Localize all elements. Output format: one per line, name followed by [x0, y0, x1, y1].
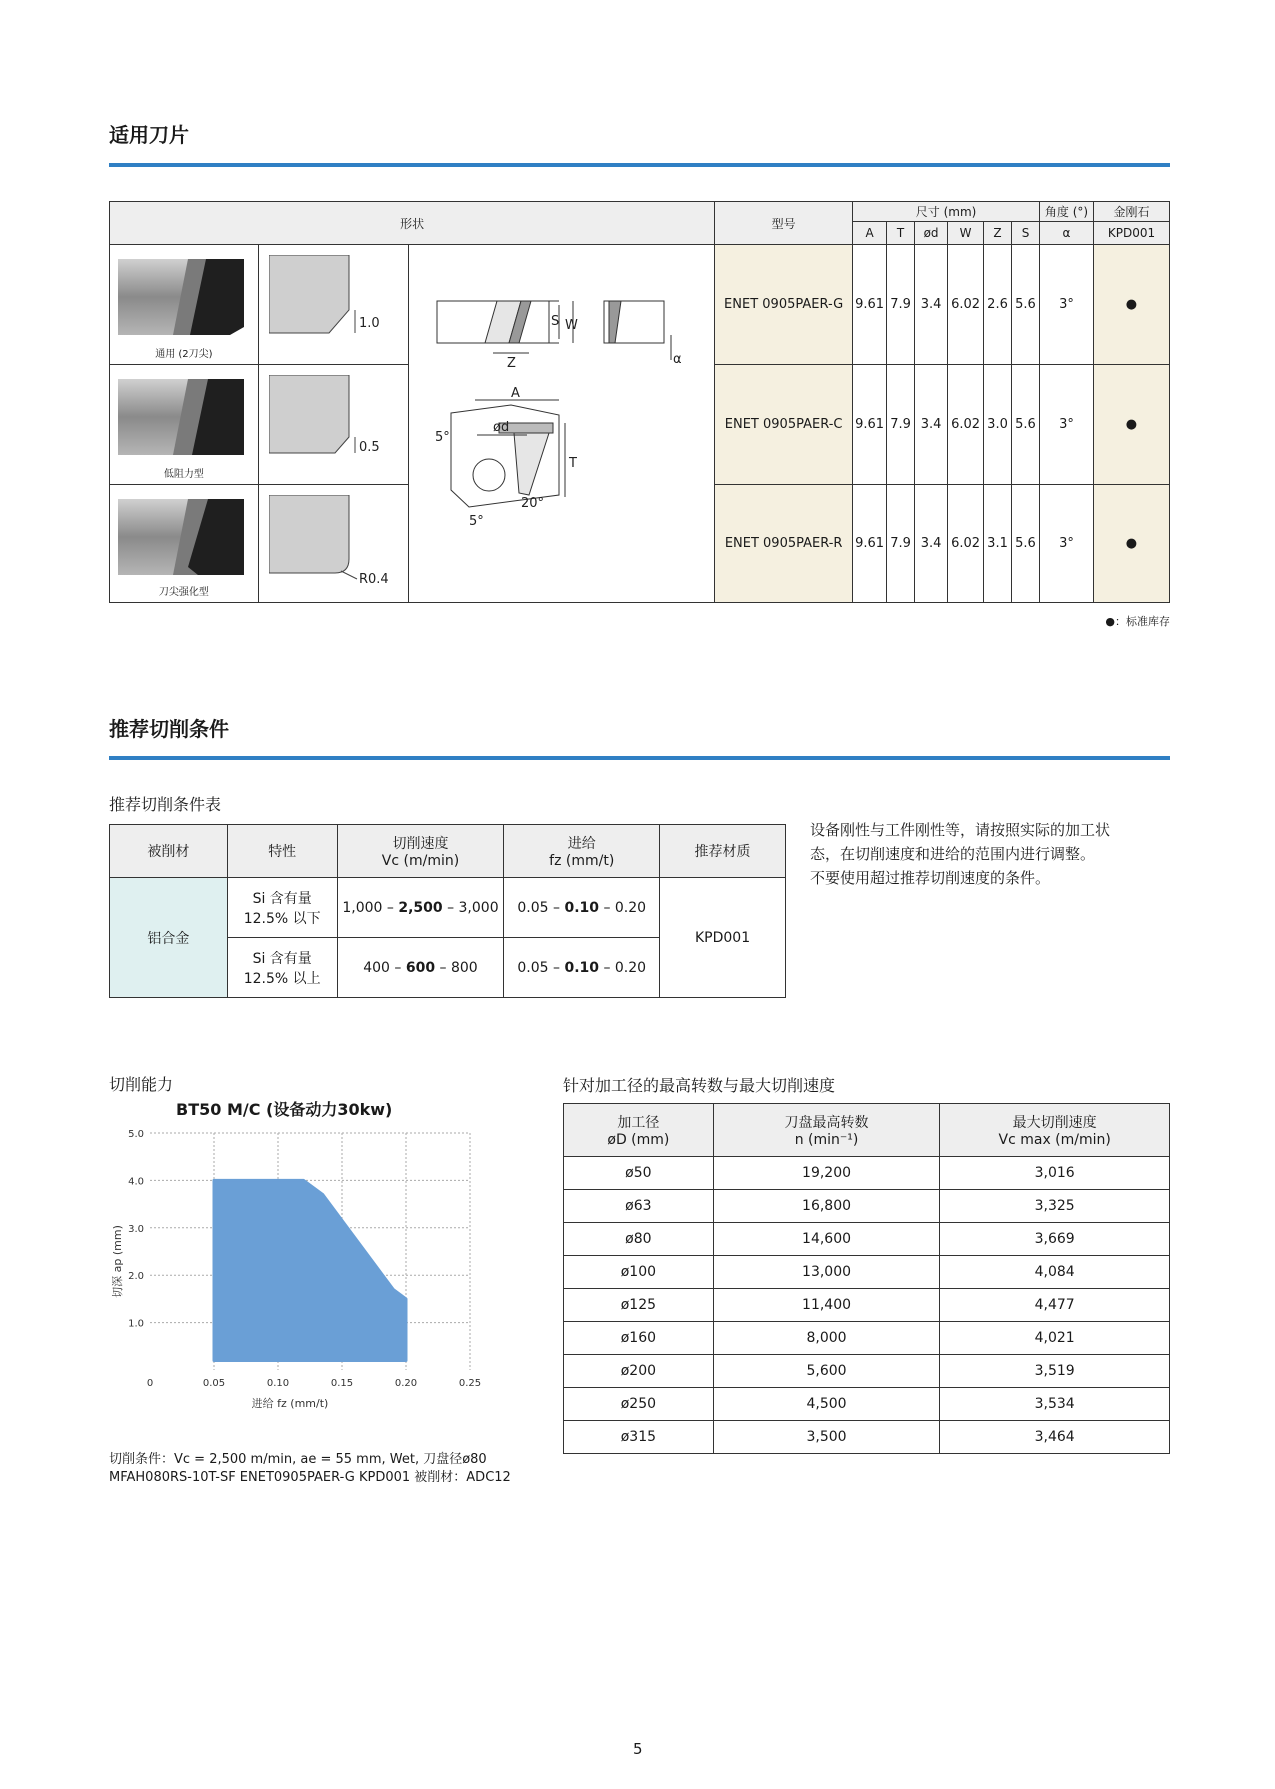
- capability-chart: [95, 1125, 485, 1410]
- profile-cell: [258, 365, 408, 485]
- property-cell: Si 含有量 12.5% 以下: [227, 878, 337, 938]
- header-shape: 形状: [110, 202, 715, 245]
- diameter-cell: ø160: [564, 1322, 714, 1355]
- label-5deg-a: 5°: [434, 430, 450, 445]
- conditions-table: [109, 824, 786, 998]
- speed-cell: 3,669: [940, 1223, 1170, 1256]
- value-angle: 3°: [1040, 485, 1094, 603]
- profile-label: 0.5: [358, 440, 380, 455]
- header-col-z: Z: [984, 222, 1012, 245]
- header-col-a: A: [853, 222, 887, 245]
- insert-caption: 低阻力型: [163, 469, 204, 480]
- speed-cell: 400 – 600 – 800: [337, 938, 504, 998]
- table-row: [564, 1322, 1170, 1355]
- rpm-cell: 14,600: [713, 1223, 940, 1256]
- x-axis-label: 进给 fz (mm/t): [251, 1397, 329, 1410]
- inserts-table: [109, 201, 1170, 603]
- value-w: 6.02: [948, 245, 984, 365]
- header-grade: KPD001: [1093, 222, 1169, 245]
- rpm-cell: 13,000: [713, 1256, 940, 1289]
- value-z: 3.0: [984, 365, 1012, 485]
- label-a: A: [510, 386, 520, 401]
- rpm-cell: 11,400: [713, 1289, 940, 1322]
- label-t: T: [568, 456, 577, 471]
- header-diamond: 金刚石: [1093, 202, 1169, 222]
- insert-photo-r: [118, 497, 251, 582]
- diameter-cell: ø315: [564, 1421, 714, 1454]
- y-tick-label: 1.0: [128, 1318, 144, 1330]
- header-feed: 进给 fz (mm/t): [504, 825, 660, 878]
- value-angle: 3°: [1040, 245, 1094, 365]
- insert-photo-g: [118, 257, 251, 342]
- value-d: 3.4: [915, 485, 948, 603]
- rpm-cell: 19,200: [713, 1157, 940, 1190]
- x-tick-label: 0.20: [394, 1378, 418, 1389]
- diameter-cell: ø63: [564, 1190, 714, 1223]
- speed-cell: 4,477: [940, 1289, 1170, 1322]
- x-tick-label: 0.10: [266, 1378, 290, 1389]
- grade-cell: KPD001: [660, 878, 786, 998]
- rpm-cell: 16,800: [713, 1190, 940, 1223]
- table-row: [564, 1388, 1170, 1421]
- header-property: 特性: [227, 825, 337, 878]
- speed-table-title: 针对加工径的最高转数与最大切削速度: [563, 1076, 836, 1095]
- value-d: 3.4: [915, 365, 948, 485]
- insert-photo-c: [118, 377, 251, 462]
- table-row: [564, 1223, 1170, 1256]
- speed-cell: 3,325: [940, 1190, 1170, 1223]
- header-material: 被削材: [110, 825, 228, 878]
- y-tick-label: 4.0: [128, 1176, 144, 1188]
- rpm-cell: 4,500: [713, 1388, 940, 1421]
- value-t: 7.9: [887, 365, 915, 485]
- header-model: 型号: [715, 202, 853, 245]
- stock-legend: ●：标准库存: [1105, 615, 1170, 628]
- value-d: 3.4: [915, 245, 948, 365]
- value-s: 5.6: [1012, 245, 1040, 365]
- table-row: [564, 1289, 1170, 1322]
- header-dims: 尺寸 (mm): [853, 202, 1040, 222]
- x-tick-label: 0.25: [458, 1378, 482, 1389]
- insert-photo-cell: [110, 365, 259, 485]
- header-speed: 切削速度 Vc (m/min): [337, 825, 504, 878]
- table-row: [564, 1421, 1170, 1454]
- header-diameter: 加工径 øD (mm): [564, 1104, 714, 1157]
- rpm-cell: 5,600: [713, 1355, 940, 1388]
- rpm-cell: 8,000: [713, 1322, 940, 1355]
- header-col-t: T: [887, 222, 915, 245]
- chart-title: BT50 M/C (设备动力30kw): [176, 1100, 393, 1119]
- label-20deg: 20°: [520, 496, 544, 511]
- capability-region: [214, 1180, 406, 1360]
- y-axis-label: 切深 ap (mm): [111, 1225, 124, 1298]
- header-max-speed: 最大切削速度 Vc max (m/min): [940, 1104, 1170, 1157]
- value-a: 9.61: [853, 365, 887, 485]
- diameter-cell: ø80: [564, 1223, 714, 1256]
- conditions-note: 设备刚性与工件刚性等，请按照实际的加工状 态，在切削速度和进给的范围内进行调整。 不要使用超过推荐切削速度的条件。: [810, 821, 1111, 887]
- diameter-cell: ø250: [564, 1388, 714, 1421]
- material-cell: 铝合金: [110, 878, 228, 998]
- speed-cell: 1,000 – 2,500 – 3,000: [337, 878, 504, 938]
- value-t: 7.9: [887, 245, 915, 365]
- diameter-cell: ø125: [564, 1289, 714, 1322]
- model-cell: ENET 0905PAER-R: [715, 485, 853, 603]
- insert-caption: 刀尖强化型: [158, 587, 209, 598]
- label-5deg-b: 5°: [468, 514, 484, 529]
- label-s: S: [550, 314, 559, 329]
- x-tick-label: 0: [146, 1378, 154, 1389]
- profile-label: R0.4: [358, 572, 389, 587]
- label-od: ød: [492, 420, 509, 435]
- speed-cell: 3,534: [940, 1388, 1170, 1421]
- speed-cell: 4,084: [940, 1256, 1170, 1289]
- speed-cell: 4,021: [940, 1322, 1170, 1355]
- value-s: 5.6: [1012, 485, 1040, 603]
- feed-cell: 0.05 – 0.10 – 0.20: [504, 878, 660, 938]
- x-tick-label: 0.05: [202, 1378, 226, 1389]
- insert-drawing-cell: [408, 245, 715, 603]
- diameter-cell: ø100: [564, 1256, 714, 1289]
- value-t: 7.9: [887, 485, 915, 603]
- y-tick-label: 2.0: [128, 1271, 144, 1283]
- value-s: 5.6: [1012, 365, 1040, 485]
- rpm-cell: 3,500: [713, 1421, 940, 1454]
- speed-cell: 3,016: [940, 1157, 1170, 1190]
- label-alpha: α: [672, 352, 682, 367]
- header-col-s: S: [1012, 222, 1040, 245]
- table-row: [564, 1190, 1170, 1223]
- section-title-inserts: 适用刀片: [109, 123, 189, 147]
- value-w: 6.02: [948, 365, 984, 485]
- property-cell: Si 含有量 12.5% 以上: [227, 938, 337, 998]
- value-a: 9.61: [853, 485, 887, 603]
- speed-table: [563, 1103, 1170, 1454]
- header-col-w: W: [948, 222, 984, 245]
- header-col-d: ød: [915, 222, 948, 245]
- model-cell: ENET 0905PAER-C: [715, 365, 853, 485]
- profile-cell: [258, 485, 408, 603]
- profile-chamfer-icon: [269, 255, 409, 355]
- y-tick-label: 3.0: [128, 1223, 144, 1235]
- insert-photo-cell: [110, 485, 259, 603]
- profile-cell: [258, 245, 408, 365]
- table-row: [564, 1256, 1170, 1289]
- table-row: [564, 1157, 1170, 1190]
- table-row: [564, 1355, 1170, 1388]
- header-angle: 角度 (°): [1040, 202, 1094, 222]
- header-max-rpm: 刀盘最高转数 n (min⁻¹): [713, 1104, 940, 1157]
- profile-small-chamfer-icon: [269, 375, 409, 475]
- diameter-cell: ø50: [564, 1157, 714, 1190]
- stock-dot: ●: [1093, 245, 1169, 365]
- speed-cell: 3,519: [940, 1355, 1170, 1388]
- value-angle: 3°: [1040, 365, 1094, 485]
- feed-cell: 0.05 – 0.10 – 0.20: [504, 938, 660, 998]
- label-w: W: [564, 318, 578, 333]
- value-w: 6.02: [948, 485, 984, 603]
- value-z: 2.6: [984, 245, 1012, 365]
- insert-dimension-drawing: [409, 245, 714, 603]
- header-grade: 推荐材质: [660, 825, 786, 878]
- conditions-table-title: 推荐切削条件表: [109, 795, 222, 814]
- page-number: 5: [633, 1740, 643, 1758]
- capability-title: 切削能力: [109, 1075, 174, 1094]
- stock-dot: ●: [1093, 365, 1169, 485]
- value-z: 3.1: [984, 485, 1012, 603]
- label-z: Z: [506, 356, 516, 371]
- insert-caption: 通用 (2刀尖): [155, 349, 213, 360]
- header-alpha: α: [1040, 222, 1094, 245]
- model-cell: ENET 0905PAER-G: [715, 245, 853, 365]
- section-divider: [109, 756, 1170, 760]
- diameter-cell: ø200: [564, 1355, 714, 1388]
- speed-cell: 3,464: [940, 1421, 1170, 1454]
- section-title-conditions: 推荐切削条件: [109, 717, 229, 741]
- profile-radius-icon: [269, 495, 409, 595]
- value-a: 9.61: [853, 245, 887, 365]
- stock-dot: ●: [1093, 485, 1169, 603]
- profile-label: 1.0: [358, 316, 380, 331]
- x-tick-label: 0.15: [330, 1378, 354, 1389]
- y-tick-label: 5.0: [128, 1129, 144, 1140]
- capability-footnote: 切削条件：Vc = 2,500 m/min, ae = 55 mm, Wet, 刀盘径ø80 MFAH080RS-10T-SF ENET0905PAER-G KPD001 被削材：ADC12: [109, 1452, 511, 1485]
- insert-photo-cell: [110, 245, 259, 365]
- section-divider: [109, 163, 1170, 167]
